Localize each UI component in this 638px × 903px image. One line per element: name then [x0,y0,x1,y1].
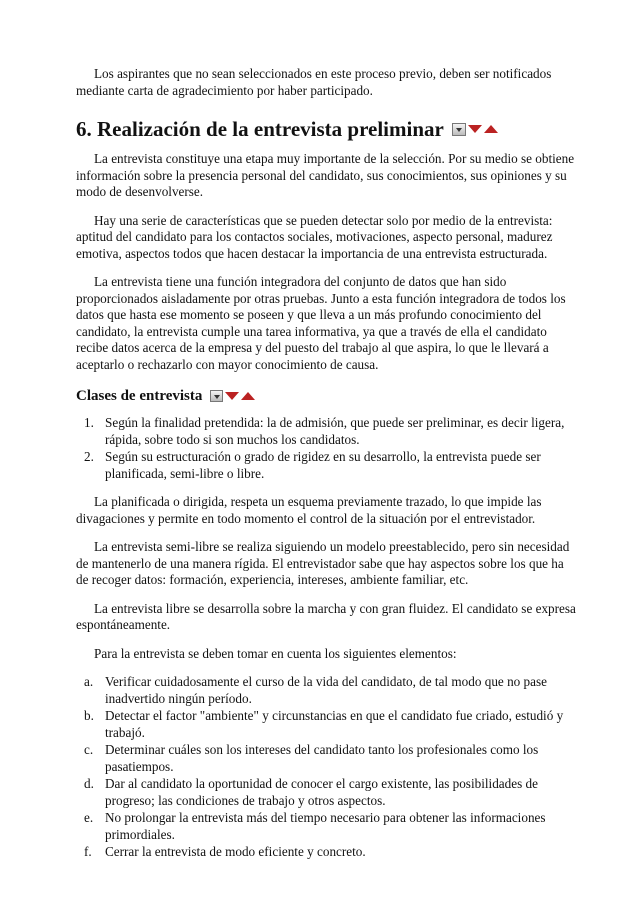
list-item [76,449,576,482]
list-marker: f. [84,844,92,859]
paragraph-2: Hay una serie de características que se pueden detectar solo por medio de la entrevista: aptitud del candidato para los contactos sociales, motivaciones, aspecto personal, madurez emotiva, aspectos todos que hacen destacar la importancia de una entrevista estructurada. [76,212,553,261]
toc-icon[interactable] [452,123,466,136]
next-section-icon[interactable] [225,392,239,400]
list-marker: 1. [84,415,94,430]
list-item [76,415,576,448]
list-item-text: Dar al candidato la oportunidad de conocer el cargo existente, las posibilidades de progreso; las condiciones de trabajo y otros aspectos. [105,776,538,808]
subsection-nav [210,390,255,402]
section-title: 6. Realización de la entrevista preliminar [76,117,444,141]
list-item [76,844,576,861]
list-item-text: Según la finalidad pretendida: la de admisión, que puede ser preliminar, es decir ligera, rápida, sobre todo si son muchos los candidatos. [105,415,565,447]
paragraph-7: Para la entrevista se deben tomar en cuenta los siguientes elementos: [94,645,457,661]
document-body [76,66,576,862]
list-item [76,708,576,741]
list-marker: a. [84,674,94,689]
list-marker: b. [84,708,94,723]
list-item [76,776,576,809]
previous-section-icon[interactable] [484,125,498,133]
subsection-title: Clases de entrevista [76,388,203,404]
list-item-text: Verificar cuidadosamente el curso de la vida del candidato, de tal modo que no pase inadvertido ningún período. [105,674,547,706]
section-nav [452,123,498,136]
paragraph-5: La entrevista semi-libre se realiza siguiendo un modelo preestablecido, pero sin necesidad de mantenerlo de una manera rígida. El entrevistador sabe que hay aspectos sobre los que ha de recoger datos: formación, experiencia, intereses, ambiente familiar, etc. [76,539,570,587]
intro-paragraph: Los aspirantes que no sean seleccionados en este proceso previo, deben ser notificados mediante carta de agradecimiento por haber participado. [76,66,552,98]
list-item [76,742,576,775]
list-item-text: Según su estructuración o grado de rigidez en su desarrollo, la entrevista puede ser planificada, semi-libre o libre. [105,449,541,481]
list-item [76,810,576,843]
paragraph-4: La planificada o dirigida, respeta un esquema previamente trazado, lo que impide las divagaciones y permite en todo momento el control de la situación por el entrevistador. [76,494,542,526]
subsection-heading [76,387,576,405]
list-item-text: Cerrar la entrevista de modo eficiente y concreto. [105,844,366,859]
list-item-text: Determinar cuáles son los intereses del candidato tanto los profesionales como los pasatiempos. [105,742,539,774]
previous-section-icon[interactable] [241,392,255,400]
list-item-text: No prolongar la entrevista más del tiempo necesario para obtener las informaciones primordiales. [105,810,546,842]
list-item-text: Detectar el factor "ambiente" y circunstancias en que el candidato fue criado, estudió y trabajó. [105,708,564,740]
list-marker: 2. [84,449,94,464]
list-marker: c. [84,742,94,757]
list-marker: e. [84,810,94,825]
numbered-list [76,415,576,482]
section-heading [76,117,576,141]
list-marker: d. [84,776,94,791]
paragraph-3: La entrevista tiene una función integradora del conjunto de datos que han sido proporcionados aisladamente por otras pruebas. Junto a esta función integradora de todos los datos que hasta ese momento se poseen y que lleva a un más profundo conocimiento del candidato, la entrevista cumple una tarea informativa, ya que a través de ella el candidato recibe datos acerca de la empresa y del puesto del trabajo al que aspira, lo que le llevará a aceptarlo o rechazarlo con mayor conocimiento de causa. [76,274,566,372]
paragraph-6: La entrevista libre se desarrolla sobre la marcha y con gran fluidez. El candidato se expresa espontáneamente. [76,600,576,632]
next-section-icon[interactable] [468,125,482,133]
list-item [76,674,576,707]
toc-icon[interactable] [210,390,223,402]
paragraph-1: La entrevista constituye una etapa muy importante de la selección. Por su medio se obtiene información sobre la presencia personal del candidato, sus conocimientos, sus opiniones y su modo de desenvolverse. [76,151,575,199]
lettered-list [76,674,576,861]
